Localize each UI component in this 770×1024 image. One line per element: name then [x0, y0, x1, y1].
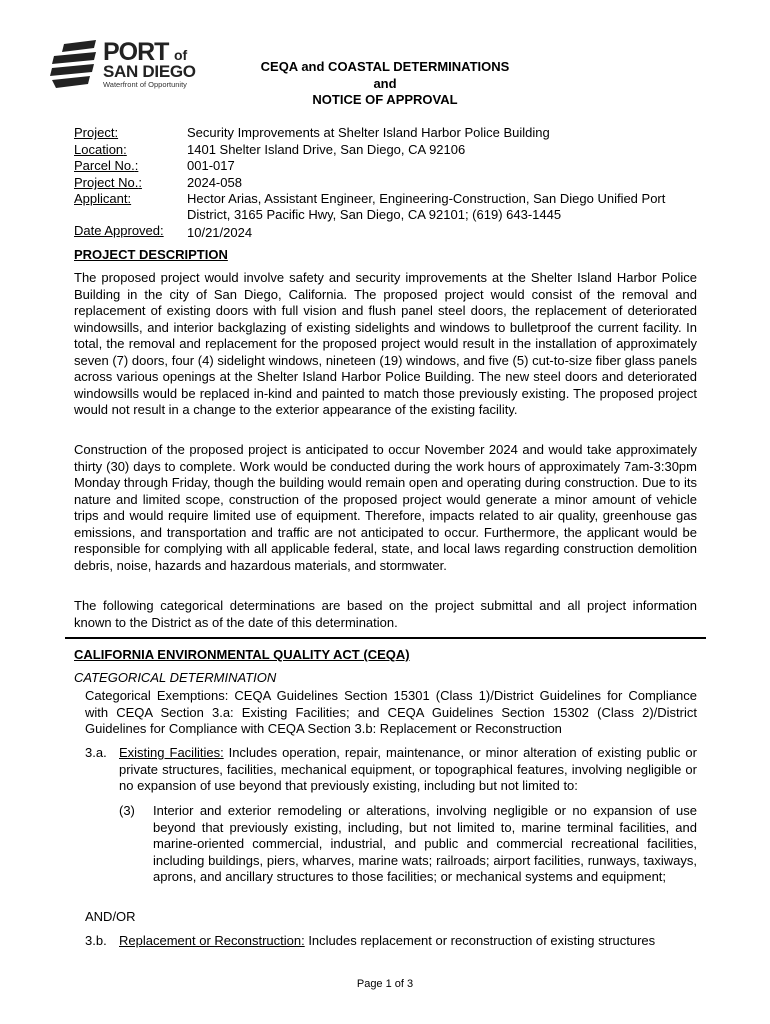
logo-tagline: Waterfront of Opportunity: [103, 80, 187, 89]
parcel-label: Parcel No.:: [74, 158, 139, 173]
project-no-label: Project No.:: [74, 175, 142, 190]
item-3a-text: [119, 745, 697, 795]
applicant-label: Applicant:: [74, 191, 132, 206]
item-3b-text: [119, 933, 697, 950]
applicant-value-line1: Hector Arias, Assistant Engineer, Engineering-Construction, San Diego Unified Port: [187, 191, 666, 206]
logo-of-text: of: [174, 47, 188, 63]
section-divider: [65, 637, 706, 639]
project-description-paragraph-2: Construction of the proposed project is anticipated to occur November 2024 and would take approximately thirty (30) days to complete. Work would be conducted during the work hours of approximately 7am-3:30pm Monday through Friday, though the building would remain open and operating during construction. Due to its nature and limited scope, construction of the proposed project would generate a minor amount of vehicle trips and would require limited use of equipment. Therefore, impacts related to air quality, greenhouse gas emissions, and transportation and traffic are not anticipated to occur. Furthermore, the applicant would be responsible for complying with all applicable federal, state, and local laws regarding construction demolition debris, noise, hazards and hazardous materials, and stormwater.: [74, 442, 697, 573]
project-description-paragraph-3: The following categorical determinations are based on the project submittal and all project information known to the District as of the date of this determination.: [74, 598, 697, 630]
logo-san-diego-text: SAN DIEGO: [103, 62, 196, 81]
categorical-exemptions-text: Categorical Exemptions: CEQA Guidelines Section 15301 (Class 1)/District Guidelines for Compliance with CEQA Section 3.a: Existing Facilities; and CEQA Guidelines Section 15302 (Class 2)/District Guidelines for Compliance with CEQA Section 3.b: Replacement or Reconstruction: [85, 688, 697, 736]
item-3b-title: Replacement or Reconstruction:: [119, 933, 305, 948]
project-label: Project:: [74, 125, 119, 140]
document-title-line1: CEQA and COASTAL DETERMINATIONS: [260, 59, 510, 74]
applicant-value-line2: District, 3165 Pacific Hwy, San Diego, CA 92101; (619) 643-1445: [187, 207, 562, 222]
date-approved-label: Date Approved:: [74, 223, 164, 238]
port-of-san-diego-logo: [50, 40, 210, 92]
logo-port-text: PORT: [103, 38, 169, 66]
subitem-3-text: Interior and exterior remodeling or alterations, involving negligible or no expansion of use beyond that previously existing, including, but not limited to, marine terminal facilities, and marine-oriented commercial, industrial, and public and commercial recreational facilities, including buildings, piers, wharves, marine wats; railroads; airport facilities, runways, taxiways, aprons, and ancillary structures to those facilities; or mechanical systems and equipment;: [153, 803, 697, 884]
item-3a-title: Existing Facilities:: [119, 745, 224, 760]
date-approved-value: 10/21/2024: [187, 225, 253, 240]
waves-logo-icon: [50, 40, 98, 92]
project-description-paragraph-1: The proposed project would involve safety and security improvements at the Shelter Island Harbor Police Building in the city of San Diego, California. The proposed project would consist of the removal and replacement of existing doors with full vision and flush panel steel doors, the replacement of deteriorated windowsills, and interior backglazing of existing sidelights and windows to bulletproof the current facility. In total, the removal and replacement for the proposed project would result in the installation of approximately seven (7) doors, four (4) sidelight windows, nineteen (19) windows, and five (5) cut-to-size fiber glass panels across various openings at the Shelter Island Harbor Police Building. The new steel doors and deteriorated windowsills would be replaced in-kind and painted to match those previously existing. The proposed project would not result in a change to the exterior appearance of the existing facility.: [74, 270, 697, 417]
item-3a-body: Includes operation, repair, maintenance, or minor alteration of existing public or private structures, facilities, mechanical equipment, or topographical features, involving negligible or no expansion of use beyond that previously existing, including but not limited to:: [119, 745, 697, 793]
page-number: Page 1 of 3: [356, 978, 414, 990]
project-value: Security Improvements at Shelter Island Harbor Police Building: [187, 125, 550, 140]
ceqa-heading: CALIFORNIA ENVIRONMENTAL QUALITY ACT (CEQA): [74, 647, 410, 662]
subitem-3-number: (3): [119, 803, 135, 818]
item-3a-number: 3.a.: [85, 745, 107, 760]
and-or-text: AND/OR: [85, 909, 136, 924]
project-description-heading: PROJECT DESCRIPTION: [74, 247, 228, 262]
project-no-value: 2024-058: [187, 175, 242, 190]
location-label: Location:: [74, 142, 127, 157]
location-value: 1401 Shelter Island Drive, San Diego, CA 92106: [187, 142, 466, 157]
item-3b-number: 3.b.: [85, 933, 107, 948]
parcel-value: 001-017: [187, 158, 235, 173]
item-3b-body: Includes replacement or reconstruction of existing structures: [304, 933, 656, 948]
document-title-line3: NOTICE OF APPROVAL: [312, 92, 458, 107]
categorical-determination-heading: CATEGORICAL DETERMINATION: [74, 670, 277, 685]
document-title-line2: and: [373, 76, 397, 91]
